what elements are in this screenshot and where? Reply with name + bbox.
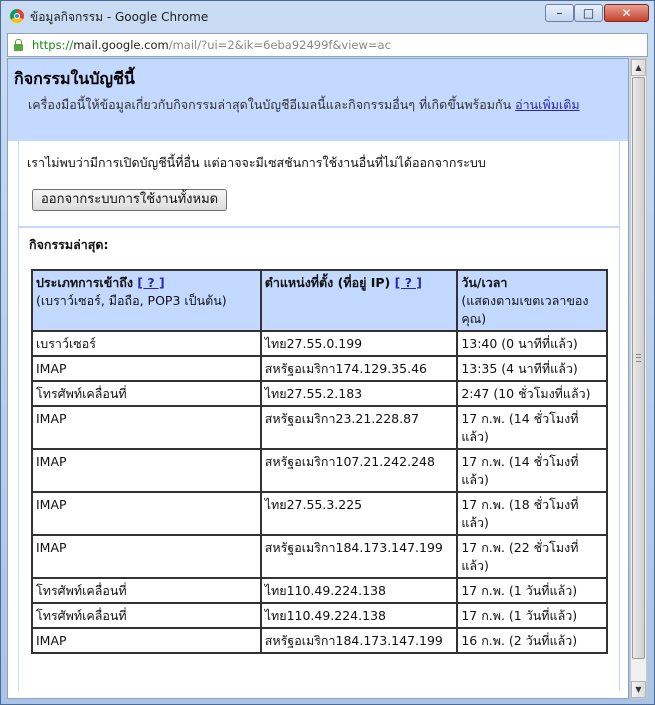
page-title: กิจกรรมในบัญชีนี้: [14, 69, 135, 88]
access-type-cell: IMAP: [32, 535, 261, 578]
url-text[interactable]: [32, 38, 391, 52]
location-cell: ไทย110.49.224.138: [261, 578, 458, 603]
location-cell: ไทย27.55.2.183: [261, 381, 458, 406]
location-cell: ไทย27.55.3.225: [261, 492, 458, 535]
datetime-subtext: (แสดงตามเขตเวลาของคุณ): [461, 293, 589, 326]
close-button[interactable]: ✕: [604, 4, 649, 22]
access-type-cell: โทรศัพท์เคลื่อนที่: [32, 578, 261, 603]
table-row: [32, 628, 607, 653]
chrome-icon: [10, 9, 24, 23]
datetime-cell: 13:35 (4 นาทีที่แล้ว): [457, 356, 607, 381]
access-type-cell: โทรศัพท์เคลื่อนที่: [32, 603, 261, 628]
access-type-cell: IMAP: [32, 628, 261, 653]
table-header-row: [32, 270, 607, 331]
url-path: /mail/?ui=2&ik=6eba92499f&view=ac: [168, 38, 391, 52]
location-cell: สหรัฐอเมริกา174.129.35.46: [261, 356, 458, 381]
url-scheme: https://: [32, 38, 74, 52]
access-type-cell: โทรศัพท์เคลื่อนที่: [32, 381, 261, 406]
window-title: ข้อมูลกิจกรรม - Google Chrome: [30, 10, 209, 24]
vertical-scrollbar[interactable]: [630, 58, 647, 699]
datetime-cell: 2:47 (10 ชั่วโมงที่แล้ว): [457, 381, 607, 406]
location-label: ตำแหน่งที่ตั้ง (ที่อยู่ IP): [264, 275, 391, 290]
datetime-cell: 16 ก.พ. (2 วันที่แล้ว): [457, 628, 607, 653]
maximize-button[interactable]: □: [574, 4, 603, 22]
datetime-header: [457, 270, 607, 331]
url-host: mail.google.com: [73, 38, 169, 52]
location-cell: ไทย27.55.0.199: [261, 331, 458, 356]
intro-body: เครื่องมือนี้ให้ข้อมูลเกี่ยวกับกิจกรรมล่าสุดในบัญชีอีเมลนี้และกิจกรรมอื่นๆ ที่เกิดขึ้นพร้อมกัน: [28, 97, 516, 112]
address-bar[interactable]: [7, 33, 648, 57]
grip-icon: [636, 354, 641, 362]
table-row: [32, 381, 607, 406]
datetime-cell: 17 ก.พ. (14 ชั่วโมงที่แล้ว): [457, 406, 607, 449]
learn-more-link[interactable]: อ่านเพิ่มเติม: [515, 97, 580, 112]
table-row: [32, 578, 607, 603]
table-row: [32, 406, 607, 449]
intro-text: [28, 96, 608, 114]
datetime-cell: 17 ก.พ. (22 ชั่วโมงที่แล้ว): [457, 535, 607, 578]
location-header: [261, 270, 458, 331]
page-header: [8, 59, 628, 141]
session-panel: [18, 141, 620, 691]
datetime-cell: 13:40 (0 นาทีที่แล้ว): [457, 331, 607, 356]
access-type-subtext: (เบราว์เซอร์, มือถือ, POP3 เป็นต้น): [36, 293, 227, 308]
sign-out-all-sessions-button[interactable]: ออกจากระบบการใช้งานทั้งหมด: [32, 189, 227, 211]
access-type-cell: IMAP: [32, 356, 261, 381]
location-cell: สหรัฐอเมริกา23.21.228.87: [261, 406, 458, 449]
title-bar[interactable]: [1, 1, 654, 31]
activity-table: [31, 269, 608, 654]
scroll-thumb[interactable]: [632, 77, 645, 659]
access-type-cell: IMAP: [32, 449, 261, 492]
location-cell: สหรัฐอเมริกา184.173.147.199: [261, 628, 458, 653]
datetime-cell: 17 ก.พ. (14 ชั่วโมงที่แล้ว): [457, 449, 607, 492]
table-row: [32, 603, 607, 628]
access-type-cell: IMAP: [32, 492, 261, 535]
access-type-cell: เบราว์เซอร์: [32, 331, 261, 356]
table-row: [32, 449, 607, 492]
table-row: [32, 535, 607, 578]
table-row: [32, 356, 607, 381]
no-other-sessions-text: เราไม่พบว่ามีการเปิดบัญชีนี้ที่อื่น แต่อาจจะมีเซสชันการใช้งานอื่นที่ไม่ได้ออกจากระบบ: [27, 155, 486, 170]
datetime-cell: 17 ก.พ. (1 วันที่แล้ว): [457, 578, 607, 603]
datetime-label: วัน/เวลา: [461, 275, 508, 290]
access-type-help-link[interactable]: [ ? ]: [137, 275, 165, 290]
table-row: [32, 492, 607, 535]
datetime-cell: 17 ก.พ. (1 วันที่แล้ว): [457, 603, 607, 628]
location-cell: ไทย110.49.224.138: [261, 603, 458, 628]
location-cell: สหรัฐอเมริกา107.21.242.248: [261, 449, 458, 492]
datetime-cell: 17 ก.พ. (18 ชั่วโมงที่แล้ว): [457, 492, 607, 535]
scroll-up-button[interactable]: ▲: [631, 59, 646, 76]
access-type-label: ประเภทการเข้าถึง: [36, 275, 133, 290]
lock-icon: [14, 44, 23, 51]
location-help-link[interactable]: [ ? ]: [394, 275, 423, 290]
page-content: [7, 58, 629, 699]
location-cell: สหรัฐอเมริกา184.173.147.199: [261, 535, 458, 578]
table-row: [32, 331, 607, 356]
access-type-header: [32, 270, 261, 331]
divider: [19, 226, 619, 228]
access-type-cell: IMAP: [32, 406, 261, 449]
minimize-button[interactable]: –: [545, 4, 574, 22]
recent-activity-heading: กิจกรรมล่าสุด:: [29, 237, 109, 252]
scroll-down-button[interactable]: ▼: [631, 681, 646, 698]
